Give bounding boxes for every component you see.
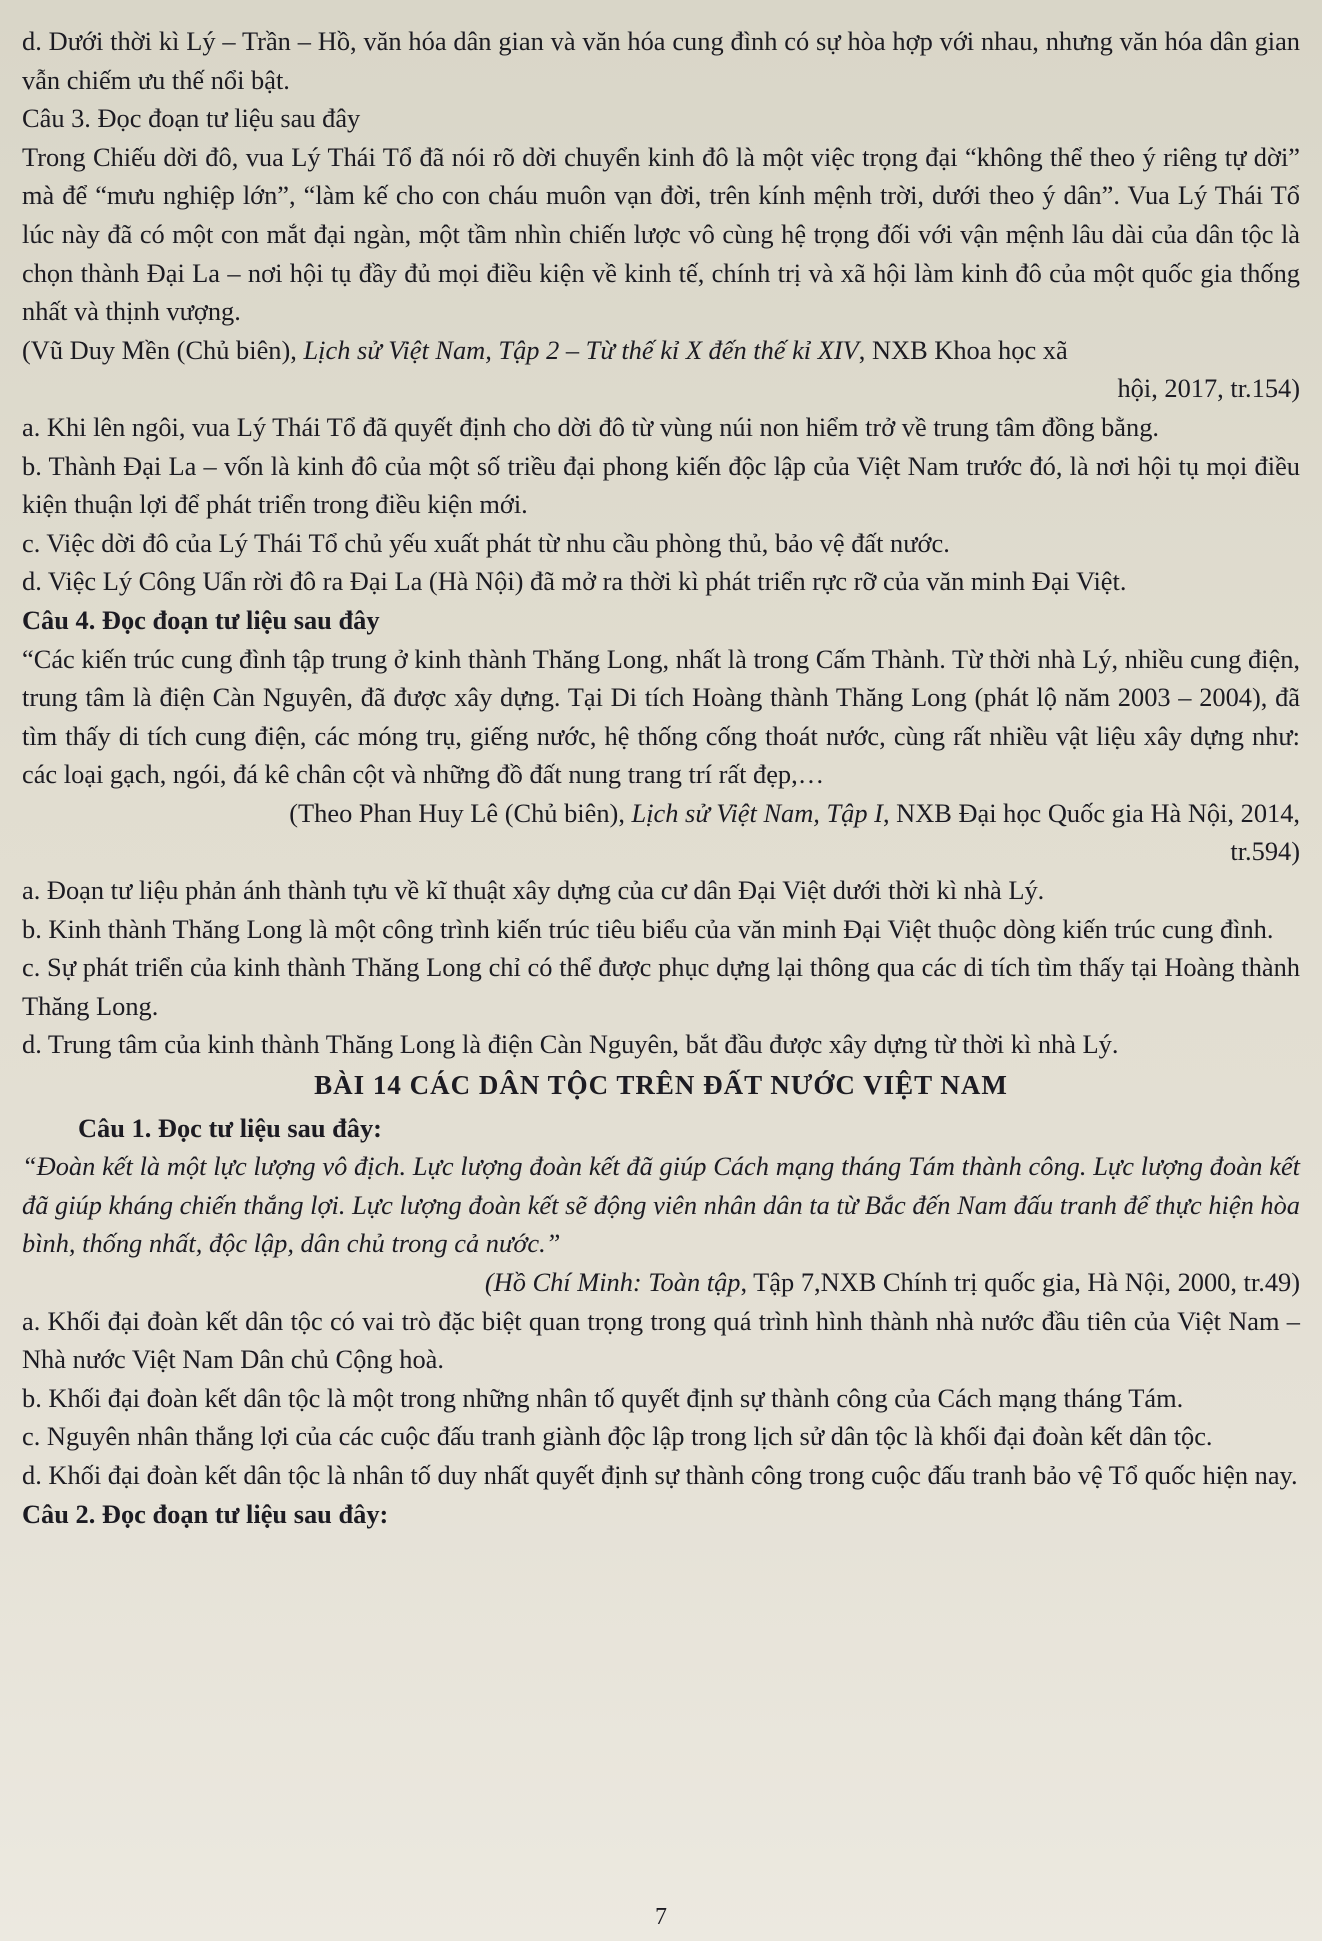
question-title-text: Câu 1. Đọc tư liệu sau đây: <box>78 1112 382 1143</box>
lesson-14-statement-c: c. Nguyên nhân thắng lợi của các cuộc đấu tranh giành độc lập trong lịch sử dân tộc là khối đại đoàn kết dân tộc. <box>22 1421 1213 1452</box>
question-4-title <box>22 601 1300 640</box>
question-3-title: Câu 3. Đọc đoạn tư liệu sau đây <box>22 103 361 134</box>
lesson-title: BÀI 14 CÁC DÂN TỘC TRÊN ĐẤT NƯỚC VIỆT NAM <box>314 1070 1008 1101</box>
lesson-14-question-1-title <box>22 1109 1300 1148</box>
question-title-text: Câu 2. Đọc đoạn tư liệu sau đây: <box>22 1498 389 1529</box>
question-4-passage: “Các kiến trúc cung đình tập trung ở kinh thành Thăng Long, nhất là trong Cấm Thành. Từ thời nhà Lý, nhiều cung điện, trung tâm là điện Càn Nguyên, đã được xây dựng. Tại Di tích Hoàng thành Thăng Long (phát lộ năm 2003 – 2004), đã tìm thấy di tích cung điện, các móng trụ, giếng nước, hệ thống cống thoát nước, cùng rất nhiều vật liệu xây dựng như: các loại gạch, ngói, đá kê chân cột và những đồ đất nung trang trí rất đẹp,… <box>22 643 1300 790</box>
question-3-source-end: hội, 2017, tr.154) <box>1117 373 1300 404</box>
question-3-source <box>22 331 1300 370</box>
question-4-statement-a: a. Đoạn tư liệu phản ánh thành tựu về kĩ thuật xây dựng của cư dân Đại Việt dưới thời kì nhà Lý. <box>22 875 1045 906</box>
question-3-statement-b: b. Thành Đại La – vốn là kinh đô của một số triều đại phong kiến độc lập của Việt Nam trước đó, là nơi hội tụ mọi điều kiện thuận lợi để phát triển trong điều kiện mới. <box>22 450 1300 520</box>
question-3-statement-a: a. Khi lên ngôi, vua Lý Thái Tổ đã quyết định cho dời đô từ vùng núi non hiểm trở về trung tâm đồng bằng. <box>22 411 1160 442</box>
source-publisher: , NXB Khoa học xã <box>858 334 1068 365</box>
lesson-14-statement-a: a. Khối đại đoàn kết dân tộc có vai trò đặc biệt quan trọng trong quá trình hình thành nhà nước đầu tiên của Việt Nam – Nhà nước Việt Nam Dân chủ Cộng hoà. <box>22 1305 1300 1375</box>
question-4-source-end: tr.594) <box>1230 836 1300 867</box>
lesson-14-question-1-passage: “Đoàn kết là một lực lượng vô địch. Lực lượng đoàn kết đã giúp Cách mạng tháng Tám thành công. Lực lượng đoàn kết đã giúp kháng chiến thắng lợi. Lực lượng đoàn kết sẽ động viên nhân dân ta từ Bắc đến Nam đấu tranh để thực hiện hòa bình, thống nhất, độc lập, dân chủ trong cả nước.” <box>22 1151 1300 1259</box>
question-4-statement-c: c. Sự phát triển của kinh thành Thăng Long chỉ có thể được phục dựng lại thông qua các di tích tìm thấy tại Hoàng thành Thăng Long. <box>22 952 1300 1021</box>
lesson-14-question-1-source <box>22 1263 1300 1302</box>
source-title: Lịch sử Việt Nam, Tập I <box>631 797 883 828</box>
question-3-statement-d: d. Việc Lý Công Uẩn rời đô ra Đại La (Hà Nội) đã mở ra thời kì phát triển rực rỡ của văn minh Đại Việt. <box>22 566 1127 597</box>
source-publisher: , Tập 7,NXB Chính trị quốc gia, Hà Nội, 2000, tr.49) <box>740 1267 1300 1297</box>
source-publisher: , NXB Đại học Quốc gia Hà Nội, 2014, <box>882 797 1300 828</box>
source-author: (Vũ Duy Mền (Chủ biên), <box>22 334 304 365</box>
question-3-passage: Trong Chiếu dời đô, vua Lý Thái Tổ đã nói rõ dời chuyển kinh đô là một việc trọng đại “không thể theo ý riêng tự dời” mà để “mưu nghiệp lớn”, “làm kế cho con cháu muôn vạn đời, trên kính mệnh trời, dưới theo ý dân”. Vua Lý Thái Tổ lúc này đã có một con mắt đại ngàn, một tầm nhìn chiến lược vô cùng hệ trọng đối với vận mệnh lâu dài của dân tộc là chọn thành Đại La – nơi hội tụ đầy đủ mọi điều kiện về kinh tế, chính trị và xã hội làm kinh đô của một quốc gia thống nhất và thịnh vượng. <box>22 141 1300 327</box>
statement-d-previous: d. Dưới thời kì Lý – Trần – Hồ, văn hóa dân gian và văn hóa cung đình có sự hòa hợp với nhau, nhưng văn hóa dân gian vẫn chiếm ưu thế nổi bật. <box>22 26 1300 95</box>
source-author: (Theo Phan Huy Lê (Chủ biên), <box>289 797 632 828</box>
question-4-title-text: Câu 4. Đọc đoạn tư liệu sau đây <box>22 604 380 635</box>
page-number: 7 <box>655 1904 667 1931</box>
source-title: (Hồ Chí Minh: Toàn tập <box>484 1267 741 1297</box>
question-4-statement-b: b. Kinh thành Thăng Long là một công trình kiến trúc tiêu biểu của văn minh Đại Việt thuộc dòng kiến trúc cung đình. <box>22 913 1274 944</box>
question-4-source <box>22 794 1300 833</box>
question-4-statement-d: d. Trung tâm của kinh thành Thăng Long là điện Càn Nguyên, bắt đầu được xây dựng từ thời kì nhà Lý. <box>22 1029 1119 1060</box>
lesson-14-question-2-title <box>22 1495 1300 1534</box>
question-3-statement-c: c. Việc dời đô của Lý Thái Tổ chủ yếu xuất phát từ nhu cầu phòng thủ, bảo vệ đất nước. <box>22 527 950 558</box>
source-title: Lịch sử Việt Nam, Tập 2 – Từ thế kỉ X đến thế kỉ XIV <box>303 334 859 365</box>
lesson-14-statement-b: b. Khối đại đoàn kết dân tộc là một trong những nhân tố quyết định sự thành công của Cách mạng tháng Tám. <box>22 1382 1184 1413</box>
lesson-14-statement-d: d. Khối đại đoàn kết dân tộc là nhân tố duy nhất quyết định sự thành công trong cuộc đấu tranh bảo vệ Tổ quốc hiện nay. <box>22 1459 1298 1490</box>
